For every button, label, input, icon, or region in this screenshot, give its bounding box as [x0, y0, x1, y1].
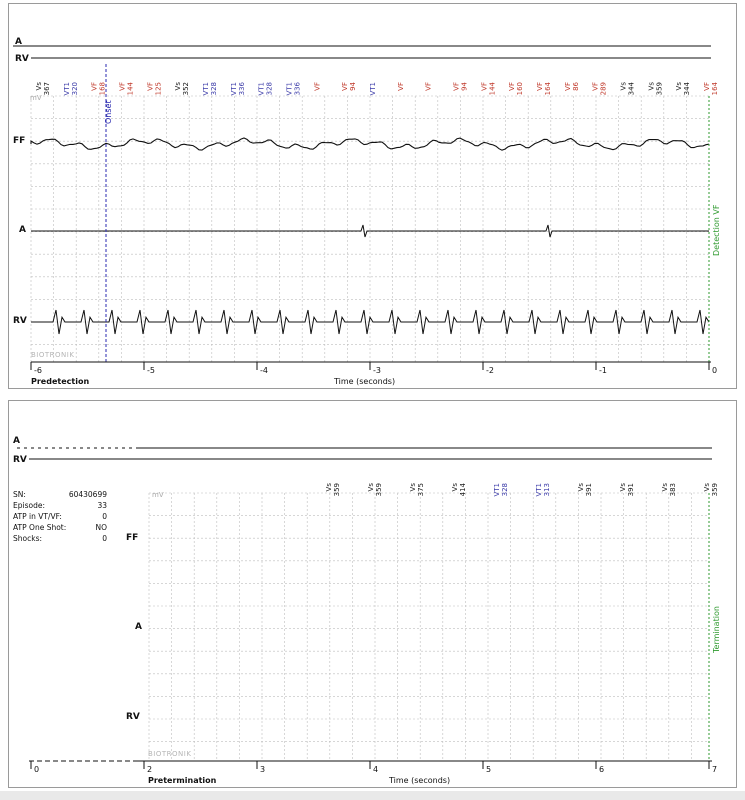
- marker-interval: 94: [460, 82, 469, 91]
- marker-interval: 391: [585, 483, 593, 497]
- marker-type: Vs: [675, 82, 684, 91]
- marker-interval: 328: [501, 483, 509, 497]
- marker-type: VF: [563, 82, 572, 91]
- tick-label: -1: [599, 366, 607, 375]
- marker-interval: 336: [237, 82, 246, 96]
- marker-type: VT1: [493, 483, 501, 497]
- marker-interval: 359: [711, 483, 719, 497]
- units-label: mV: [152, 491, 164, 499]
- marker-interval: 344: [627, 82, 636, 96]
- marker-type: VF: [591, 82, 600, 91]
- marker-interval: 383: [669, 483, 677, 497]
- marker-interval: 289: [599, 82, 608, 96]
- info-label: Episode:: [13, 501, 45, 510]
- marker-type: Vs: [703, 483, 711, 492]
- info-value: 0: [102, 534, 107, 543]
- marker-interval: 144: [488, 82, 497, 96]
- info-value: 0: [102, 512, 107, 521]
- channel-ff-label: FF: [13, 136, 26, 146]
- marker-type: Vs: [174, 82, 183, 91]
- marker-interval: 359: [655, 82, 664, 96]
- phase-label: Pretermination: [148, 776, 217, 785]
- channel-ff-label: FF: [126, 533, 139, 543]
- marker-interval: 125: [154, 82, 163, 96]
- info-value: 60430699: [68, 490, 107, 499]
- tick-label: 5: [486, 765, 492, 774]
- marker-type: VT1: [257, 82, 266, 96]
- marker-interval: 359: [333, 483, 341, 497]
- marker-interval: 352: [182, 82, 191, 96]
- tick-label: 0: [712, 366, 718, 375]
- time-axis-label: Time (seconds): [389, 776, 451, 785]
- marker-type: VF: [118, 82, 127, 91]
- channel-rv-trace-label: RV: [13, 316, 27, 326]
- biotronik-watermark: BIOTRONIK: [31, 351, 75, 359]
- marker-interval: 391: [627, 483, 635, 497]
- channel-a-label: A: [13, 436, 20, 446]
- marker-type: VF: [424, 82, 433, 91]
- channel-rv-label: RV: [15, 54, 29, 64]
- marker-interval: 320: [70, 82, 79, 96]
- marker-type: VF: [396, 82, 405, 91]
- marker-interval: 164: [711, 82, 719, 96]
- tick-label: 2: [147, 765, 153, 774]
- pretermination-egm-panel: [8, 400, 737, 788]
- marker-type: Vs: [619, 82, 628, 91]
- marker-interval: 359: [375, 483, 383, 497]
- marker-type: Vs: [409, 483, 417, 492]
- termination-label: Termination: [712, 606, 721, 653]
- onset-label: Onset: [104, 100, 113, 124]
- marker-type: VF: [452, 82, 461, 91]
- info-value: 33: [97, 501, 107, 510]
- biotronik-watermark: BIOTRONIK: [148, 750, 192, 758]
- marker-type: Vs: [577, 483, 585, 492]
- marker-type: VF: [508, 82, 517, 91]
- predetection-egm-strip: [9, 4, 736, 388]
- marker-type: VF: [536, 82, 544, 91]
- marker-type: Vs: [451, 483, 459, 492]
- tick-label: 6: [599, 765, 605, 774]
- marker-interval: 144: [126, 82, 135, 96]
- marker-interval: 328: [265, 82, 274, 96]
- marker-type: VT1: [369, 82, 377, 96]
- marker-type: VT1: [62, 82, 71, 96]
- window-bottom-edge: [0, 791, 745, 800]
- tick-label: -6: [34, 366, 42, 375]
- marker-type: VF: [90, 82, 99, 91]
- marker-type: VF: [313, 82, 322, 91]
- marker-type: Vs: [367, 483, 375, 492]
- time-axis-label: Time (seconds): [334, 377, 396, 386]
- atrial-trace: [31, 225, 709, 237]
- marker-interval: 168: [98, 82, 107, 96]
- channel-a-label: A: [15, 37, 22, 47]
- info-label: ATP in VT/VF:: [13, 512, 62, 521]
- tick-label: -3: [373, 366, 381, 375]
- tick-label: 0: [34, 765, 40, 774]
- marker-type: Vs: [619, 483, 627, 492]
- tick-label: 7: [712, 765, 718, 774]
- channel-a-trace-label: A: [135, 622, 142, 632]
- marker-type: Vs: [661, 483, 669, 492]
- marker-type: VT1: [535, 483, 543, 497]
- marker-interval: 86: [571, 82, 580, 91]
- info-value: NO: [95, 523, 107, 532]
- tick-label: -5: [147, 366, 155, 375]
- marker-type: Vs: [325, 483, 333, 492]
- tick-label: -4: [260, 366, 268, 375]
- marker-type: VF: [146, 82, 155, 91]
- marker-type: Vs: [35, 82, 43, 91]
- marker-interval: 160: [516, 82, 525, 96]
- marker-interval: 94: [349, 82, 358, 91]
- phase-label: Predetection: [31, 377, 90, 386]
- marker-interval: 414: [459, 483, 467, 497]
- predetection-egm-panel: [8, 3, 737, 389]
- info-label: Shocks:: [13, 534, 43, 543]
- channel-rv-trace-label: RV: [126, 712, 140, 722]
- marker-type: VT1: [202, 82, 210, 96]
- tick-label: 3: [260, 765, 266, 774]
- channel-a-trace-label: A: [19, 225, 26, 235]
- marker-interval: 164: [544, 82, 552, 96]
- marker-interval: 375: [417, 483, 425, 497]
- detection-vf-label: Detection VF: [712, 204, 721, 256]
- marker-interval: 367: [43, 82, 51, 96]
- marker-interval: 336: [293, 82, 302, 96]
- tick-label: -2: [486, 366, 494, 375]
- units-label: mV: [30, 94, 42, 102]
- marker-type: VF: [341, 82, 350, 91]
- marker-interval: 344: [683, 82, 692, 96]
- marker-interval: 313: [543, 483, 551, 497]
- marker-interval: 328: [210, 82, 218, 96]
- tick-label: 4: [373, 765, 379, 774]
- marker-type: VF: [480, 82, 489, 91]
- pretermination-egm-strip: [9, 401, 736, 787]
- marker-type: Vs: [647, 82, 656, 91]
- channel-rv-label: RV: [13, 455, 27, 465]
- marker-type: VF: [703, 82, 711, 91]
- marker-type: VT1: [285, 82, 294, 96]
- marker-type: VT1: [229, 82, 238, 96]
- info-label: ATP One Shot:: [13, 523, 67, 532]
- info-label: SN:: [13, 490, 26, 499]
